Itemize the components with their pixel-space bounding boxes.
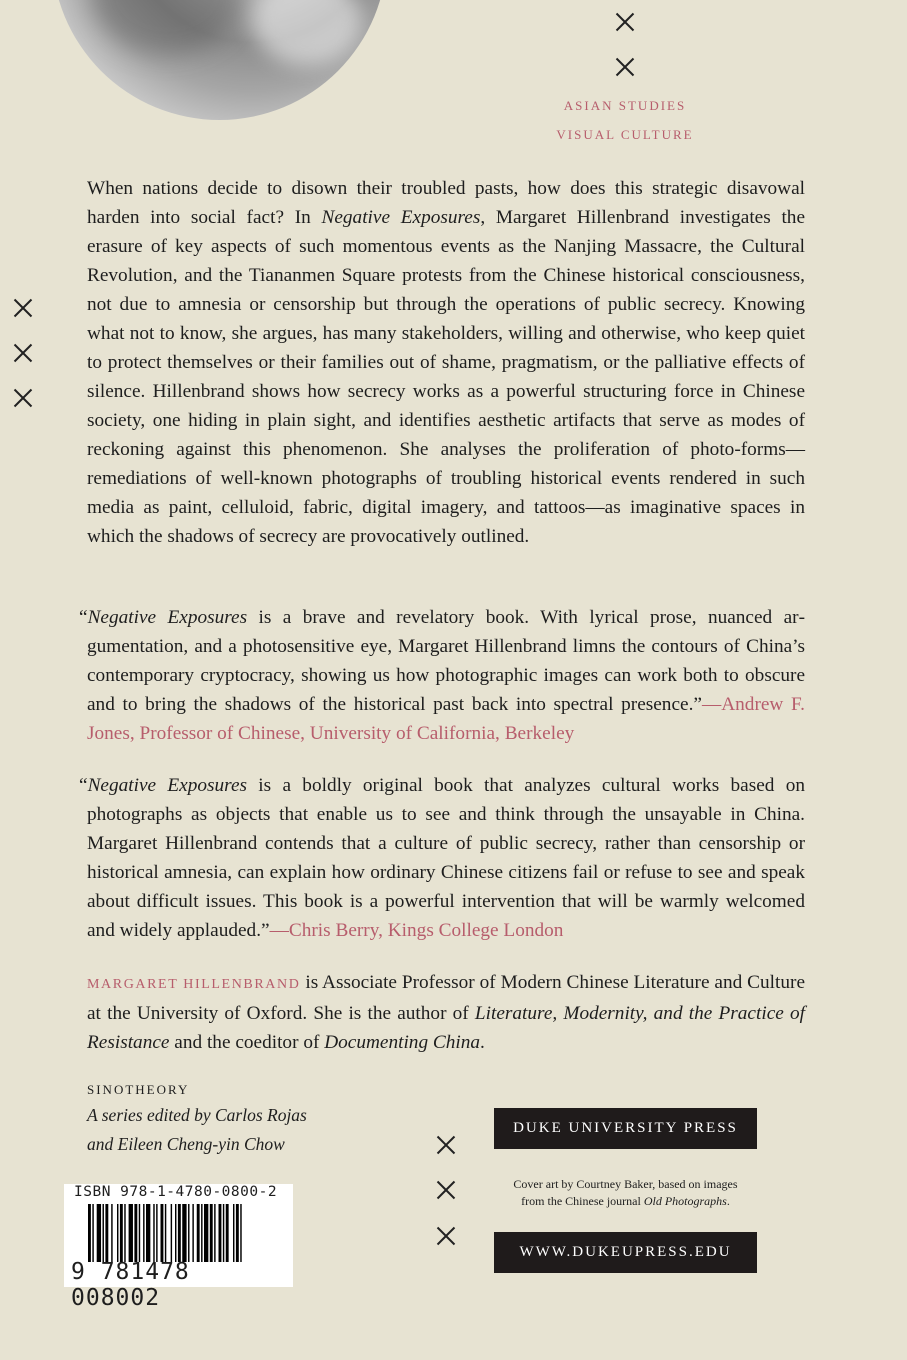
subject-asian-studies: ASIAN STUDIES xyxy=(563,98,687,113)
barcode-bar xyxy=(192,1204,193,1262)
series-name: SINOTHEORY xyxy=(87,1082,190,1097)
x-mark-icon xyxy=(13,343,33,363)
barcode-bar xyxy=(103,1204,104,1262)
barcode-bar xyxy=(143,1204,144,1262)
barcode-bar xyxy=(161,1204,164,1262)
ean-number: 9 781478 008002 xyxy=(71,1259,190,1311)
barcode-bars xyxy=(88,1204,284,1262)
blurb-berry: “Negative Exposures is a boldly original book that analyzes cultural works based on photographs as objects that enable us to see and think through the unsayable in China. Margaret Hillenbrand contends that a culture of public secrecy, rather than censorship or historical amnesia, can explain how ordinary Chinese citizens fail or refuse to see and speak about difficult issues. This book is a powerful intervention that will be warmly welcomed and widely applauded.”—Chris Berry, Kings College London xyxy=(79,775,805,941)
book-description: When nations decide to disown their troubled pasts, how does this strategic disavowal harden into social fact? In Negative Exposures, Margaret Hillenbrand investigates the erasure of key aspects of such momentous events as the Nanjing Massacre, the Cultural Revolution, and the Tiananmen Square protests from the Chinese historical consciousness, not due to amnesia or censorship but through the operations of public secrecy. Knowing what not to know, she argues, has many stakeholders, willing and otherwise, who keep quiet to protect themselves or their families out of shame, pragmatism, or the palliative effects of silence. Hillenbrand shows how secrecy works as a powerful structuring force in Chinese society, one hiding in plain sight, and identifies aesthetic artifacts that serve as modes of reckoning against this phenomenon. She analyses the proliferation of photo-forms—remediations of well-known photographs of troubling historical events rendered in such media as paint, celluloid, fabric, digital imagery, and tattoos—as imaginative spaces in which the shadows of secrecy are provocatively outlined. xyxy=(87,178,806,547)
author-name: MARGARET HILLENBRAND xyxy=(87,977,301,992)
barcode-bar xyxy=(197,1204,200,1262)
barcode-bar xyxy=(226,1204,229,1262)
cover-credit: Cover art by Courtney Baker, based on images from the Chinese journal Old Photographs. xyxy=(513,1177,738,1208)
barcode-bar xyxy=(134,1204,137,1262)
barcode-bar xyxy=(210,1204,213,1262)
barcode-bar xyxy=(111,1204,112,1262)
x-mark-icon xyxy=(13,388,33,408)
barcode-bar xyxy=(182,1204,186,1262)
barcode-bar xyxy=(139,1204,140,1262)
publisher-box: DUKE UNIVERSITY PRESS xyxy=(494,1108,757,1149)
x-mark-icon xyxy=(436,1226,456,1246)
barcode-bar xyxy=(223,1204,224,1262)
barcode-bar xyxy=(214,1204,215,1262)
barcode-bar xyxy=(92,1204,93,1262)
barcode-bar xyxy=(188,1204,189,1262)
book-title: Negative Exposures xyxy=(321,207,481,228)
barcode-bar xyxy=(146,1204,150,1262)
x-mark-icon xyxy=(615,12,635,32)
website-box: WWW.DUKEUPRESS.EDU xyxy=(494,1232,757,1273)
barcode-bar xyxy=(129,1204,133,1262)
x-mark-icon xyxy=(13,298,33,318)
isbn-barcode xyxy=(64,1184,293,1311)
barcode-bar xyxy=(171,1204,172,1262)
subject-visual-culture: VISUAL CULTURE xyxy=(556,127,694,142)
barcode-bar xyxy=(97,1204,101,1262)
barcode-bar xyxy=(233,1204,234,1262)
barcode-bar xyxy=(124,1204,125,1262)
barcode-bar xyxy=(201,1204,202,1262)
barcode-bar xyxy=(120,1204,123,1262)
blurb-attribution: —Chris Berry, Kings College London xyxy=(269,920,564,941)
barcode-bar xyxy=(240,1204,241,1262)
barcode-bar xyxy=(219,1204,222,1262)
series-editors-line2: and Eileen Cheng-yin Chow xyxy=(87,1134,285,1154)
barcode-bar xyxy=(165,1204,166,1262)
x-mark-icon xyxy=(436,1135,456,1155)
blurb-jones: “Negative Exposures is a brave and revelatory book. With lyrical prose, nuanced argumentation, and a photosensitive eye, Margaret Hillenbrand limns the contours of China’s contemporary cryptocracy, showing us how photographic images can work both to obscure and to bring the shadows of the historical past back into spectral presence.”—Andrew F. Jones, Professor of Chinese, University of California, Berkeley xyxy=(79,607,805,744)
barcode-bar xyxy=(236,1204,239,1262)
series-editors-line1: A series edited by Carlos Rojas xyxy=(87,1105,307,1125)
barcode-bar xyxy=(117,1204,118,1262)
blurb-attribution: —Andrew F. Jones, Professor of Chinese, University of California, Berkeley xyxy=(87,694,805,744)
isbn-label: ISBN 978-1-4780-0800-2 xyxy=(74,1184,278,1200)
barcode-bar xyxy=(153,1204,154,1262)
barcode-bar xyxy=(204,1204,208,1262)
barcode-bar xyxy=(175,1204,176,1262)
x-mark-icon xyxy=(615,57,635,77)
barcode-bar xyxy=(105,1204,108,1262)
barcode-bar xyxy=(88,1204,91,1262)
barcode-bar xyxy=(178,1204,181,1262)
cover-photo xyxy=(52,0,387,120)
author-bio: MARGARET HILLENBRAND is Associate Professor of Modern Chinese Literature and Culture at the University of Oxford. She is the author of Literature, Modernity, and the Practice of Resistance and the coeditor of Documenting China. xyxy=(87,972,805,1053)
barcode-bar xyxy=(156,1204,157,1262)
x-mark-icon xyxy=(436,1180,456,1200)
